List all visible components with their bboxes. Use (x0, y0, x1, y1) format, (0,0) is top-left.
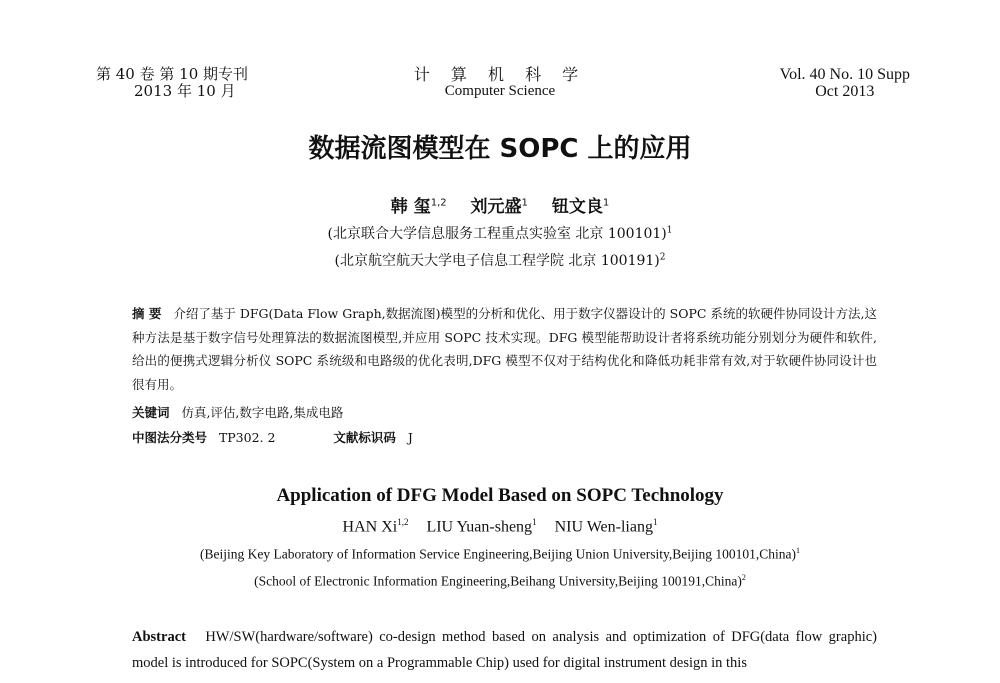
affiliation-en-2-text: (School of Electronic Information Engineering,Beihang University,Beijing 100191,China) (254, 573, 742, 589)
doc-code-label: 文献标识码 (333, 430, 396, 445)
header-right (780, 66, 910, 100)
author-cn-3: 钮文良 (551, 197, 603, 217)
affiliation-cn-1-sup: 1 (666, 225, 673, 236)
authors-en (0, 517, 1000, 536)
doc-code-value: J (407, 430, 413, 445)
author-en-3: NIU Wen-liang (554, 518, 653, 536)
affiliation-en-1-text: (Beijing Key Laboratory of Information Service Engineering,Beijing Union University,Beijing 100101,China) (200, 546, 796, 562)
author-cn-2: 刘元盛 (470, 197, 522, 217)
volume-en: Vol. 40 No. 10 Supp (779, 66, 910, 83)
affiliation-cn-2-text: (北京航空航天大学电子信息工程学院 北京 100191) (334, 253, 660, 269)
journal-name-cn: 计 算 机 科 学 (413, 65, 587, 84)
author-en-3-sup: 1 (652, 517, 658, 527)
keywords-cn-text: 仿真,评估,数字电路,集成电路 (181, 405, 344, 420)
classification-line (132, 428, 413, 446)
affiliation-en-1 (0, 546, 1000, 563)
classification-value: TP302. 2 (218, 430, 276, 445)
journal-name-en: Computer Science (444, 83, 556, 99)
affiliation-cn-1-text: (北京联合大学信息服务工程重点实验室 北京 100101) (327, 226, 667, 242)
abstract-cn-label: 摘 要 (132, 306, 162, 321)
author-cn-1-sup: 1,2 (430, 197, 447, 209)
classification-label: 中图法分类号 (132, 430, 208, 445)
abstract-en (132, 624, 877, 676)
author-cn-2-sup: 1 (521, 197, 528, 209)
affiliation-en-1-sup: 1 (796, 546, 800, 555)
page-title-en: Application of DFG Model Based on SOPC Technology (276, 485, 724, 506)
author-cn-1: 韩 玺 (390, 197, 431, 217)
abstract-cn-text: 介绍了基于 DFG(Data Flow Graph,数据流图)模型的分析和优化、用于数字仪器设计的 SOPC 系统的软硬件协同设计方法,这种方法是基于数字信号处理算法的数据流图模型,并应用 SOPC 技术实现。DFG 模型能帮助设计者将系统功能分别划分为硬件和软件,给出的便携式逻辑分析仪 SOPC 系统级和电路级的优化表明,DFG 模型不仅对于结构优化和降低功耗非常有效,对于软硬件协同设计也很有用。 (132, 306, 877, 392)
affiliation-en-2 (0, 573, 1000, 590)
affiliation-cn-1 (0, 223, 1000, 243)
affiliation-cn-2 (0, 250, 1000, 270)
affiliation-cn-2-sup: 2 (659, 252, 666, 263)
abstract-en-text: HW/SW(hardware/software) co-design method based on analysis and optimization of DFG(data flow graphic) model is introduced for SOPC(System on a Programmable Chip) used for digital instrument design in this (132, 629, 877, 671)
abstract-en-label: Abstract (132, 629, 186, 645)
author-en-1-sup: 1,2 (397, 517, 409, 527)
author-en-2-sup: 1 (532, 517, 537, 527)
author-cn-3-sup: 1 (602, 197, 610, 209)
keywords-cn (132, 403, 343, 421)
keywords-cn-label: 关键词 (132, 405, 170, 420)
journal-date-cn: 2013 年 10 月 (134, 82, 236, 100)
abstract-cn (132, 302, 877, 396)
author-en-1: HAN Xi (342, 518, 398, 536)
authors-cn (0, 192, 1000, 217)
affiliation-en-2-sup: 2 (741, 573, 746, 582)
journal-volume-cn: 第 40 卷 第 10 期专刊 (96, 65, 249, 83)
page-title-cn: 数据流图模型在 SOPC 上的应用 (308, 134, 692, 164)
date-en: Oct 2013 (815, 83, 875, 100)
author-en-2: LIU Yuan-sheng (426, 518, 533, 536)
